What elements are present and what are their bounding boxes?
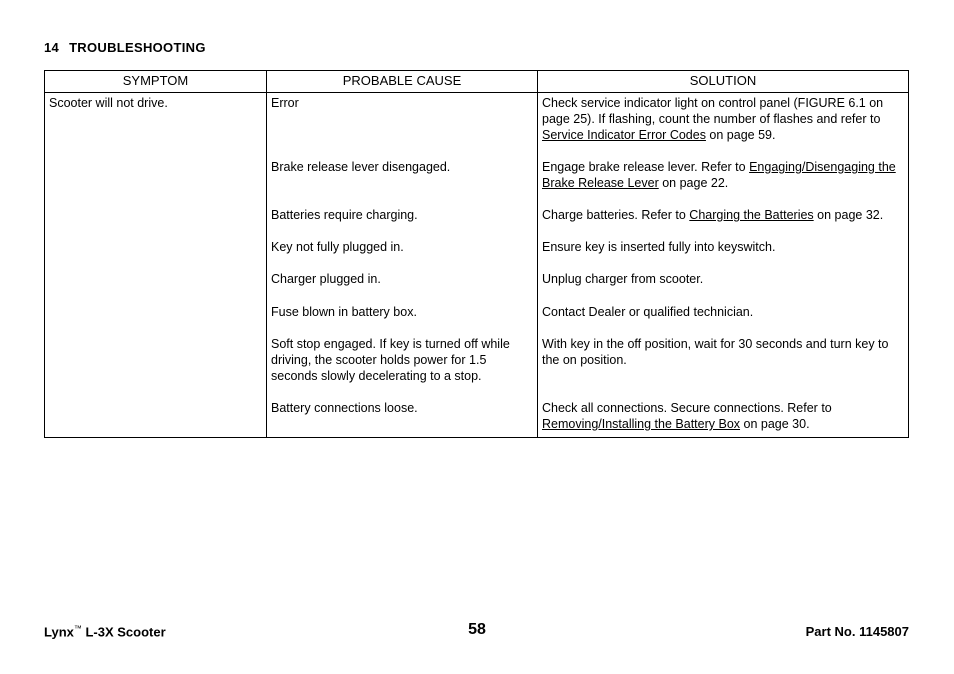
cause-text: Brake release lever disengaged.	[271, 160, 451, 174]
cause-text: Batteries require charging.	[271, 208, 418, 222]
solution-text: Charge batteries. Refer to Charging the Batteries on page 32.	[542, 208, 884, 222]
cause-text: Key not fully plugged in.	[271, 240, 404, 255]
cross-reference-link[interactable]: Charging the Batteries	[689, 208, 814, 222]
cause-text: Charger plugged in.	[271, 272, 381, 287]
table-header-row	[45, 71, 909, 93]
column-header-cause: PROBABLE CAUSE	[267, 71, 538, 93]
cause-text: Error	[271, 96, 299, 110]
solution-text: Check all connections. Secure connections. Refer to Removing/Installing the Battery Box on page 30.	[542, 400, 832, 432]
solution-cell	[538, 93, 909, 438]
footer-part-number: Part No. 1145807	[805, 624, 909, 639]
trademark-symbol: ™	[73, 624, 82, 633]
section-header	[44, 40, 206, 55]
cross-reference-link[interactable]: Engaging/Disengaging the Brake Release Lever	[542, 160, 896, 191]
cause-text: Soft stop engaged. If key is turned off while driving, the scooter holds power for 1.5 seconds slowly decelerating to a stop.	[271, 336, 510, 384]
section-title: TROUBLESHOOTING	[69, 40, 206, 55]
section-number: 14	[44, 40, 60, 55]
solution-text: With key in the off position, wait for 30 seconds and turn key to the on position.	[542, 336, 889, 368]
solution-text: Ensure key is inserted fully into keyswitch.	[542, 240, 776, 255]
cause-text: Fuse blown in battery box.	[271, 304, 417, 319]
cross-reference-link[interactable]: Service Indicator Error Codes	[542, 128, 706, 143]
footer-page-number: 58	[468, 621, 486, 638]
solution-text: Unplug charger from scooter.	[542, 272, 704, 287]
symptom-cell	[45, 93, 267, 438]
footer-product-name: Lynx™ L-3X Scooter	[44, 624, 166, 640]
troubleshooting-table	[44, 70, 909, 438]
cause-text: Battery connections loose.	[271, 400, 418, 415]
solution-text: Engage brake release lever. Refer to Engaging/Disengaging the Brake Release Lever on page 22.	[542, 160, 896, 191]
table-row	[45, 93, 909, 438]
solution-text: Contact Dealer or qualified technician.	[542, 304, 754, 319]
symptom-text: Scooter will not drive.	[49, 96, 168, 110]
column-header-solution: SOLUTION	[538, 71, 909, 93]
solution-text: Check service indicator light on control panel (FIGURE 6.1 on page 25). If flashing, count the number of flashes and refer to Service Indicator Error Codes on page 59.	[542, 96, 884, 143]
column-header-symptom: SYMPTOM	[45, 71, 267, 93]
cause-cell	[267, 93, 538, 438]
cross-reference-link[interactable]: Removing/Installing the Battery Box	[542, 417, 741, 432]
